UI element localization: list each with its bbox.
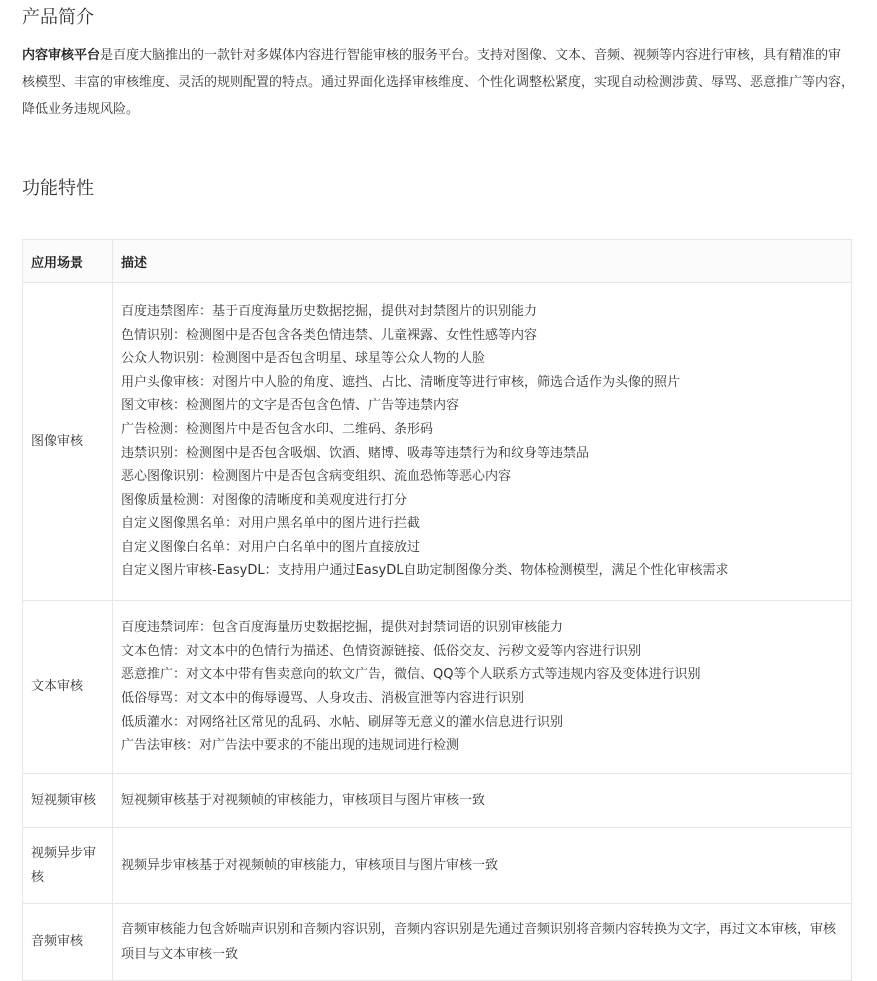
desc-line: 广告检测：检测图片中是否包含水印、二维码、条形码	[121, 421, 434, 437]
desc-text: 短视频审核基于对视频帧的审核能力，审核项目与图片审核一致	[121, 793, 486, 808]
desc-line: 自定义图像黑名单：对用户黑名单中的图片进行拦截	[121, 516, 421, 532]
desc-line: 低质灌水：对网络社区常见的乱码、水帖、刷屏等无意义的灌水信息进行识别	[121, 714, 564, 730]
desc-line: 文本色情：对文本中的色情行为描述、色情资源链接、低俗交友、污秽文爱等内容进行识别	[121, 643, 642, 659]
scene-text-review: 文本审核	[23, 601, 113, 774]
table-header-row	[23, 240, 852, 283]
table-row	[23, 904, 852, 981]
description-cell	[113, 904, 852, 981]
desc-line: 低俗辱骂：对文本中的侮辱谩骂、人身攻击、消极宣泄等内容进行识别	[121, 691, 525, 706]
table-row	[23, 774, 852, 828]
intro-product-name: 内容审核平台	[22, 48, 101, 63]
desc-line: 自定义图像白名单：对用户白名单中的图片直接放过	[121, 539, 421, 555]
desc-line: 图文审核：检测图片的文字是否包含色情、广告等违禁内容	[121, 398, 460, 414]
desc-line: 百度违禁词库：包含百度海量历史数据挖掘，提供对封禁词语的识别审核能力	[121, 620, 564, 636]
table-row	[23, 283, 852, 601]
description-cell	[113, 283, 852, 601]
intro-paragraph	[22, 42, 854, 123]
scene-audio-review: 音频审核	[23, 904, 113, 981]
desc-line: 恶心图像识别：检测图片中是否包含病变组织、流血恐怖等恶心内容	[121, 469, 512, 485]
intro-title: 产品简介	[22, 7, 94, 28]
table-row	[23, 601, 852, 774]
description-cell	[113, 601, 852, 774]
desc-line: 百度违禁图库：基于百度海量历史数据挖掘，提供对封禁图片的识别能力	[121, 303, 538, 319]
desc-line: 自定义图片审核-EasyDL：支持用户通过EasyDL自助定制图像分类、物体检测模型，满足个性化审核需求	[121, 563, 729, 579]
desc-line: 广告法审核：对广告法中要求的不能出现的违规词进行检测	[121, 738, 460, 754]
scene-short-video-review: 短视频审核	[23, 774, 113, 828]
desc-text: 音频审核能力包含娇喘声识别和音频内容识别，音频内容识别是先通过音频识别将音频内容转换为文字，再过文本审核，审核项目与文本审核一致	[121, 922, 837, 962]
desc-line: 公众人物识别：检测图中是否包含明星、球星等公众人物的人脸	[121, 351, 486, 367]
scene-image-review: 图像审核	[23, 283, 113, 601]
features-table	[22, 239, 852, 981]
intro-body: 是百度大脑推出的一款针对多媒体内容进行智能审核的服务平台。支持对图像、文本、音频、视频等内容进行审核，具有精准的审核模型、丰富的审核维度、灵活的规则配置的特点。通过界面化选择审核维度、个性化调整松紧度，实现自动检测涉黄、辱骂、恶意推广等内容，降低业务违规风险。	[22, 48, 855, 117]
scene-async-video-review: 视频异步审核	[23, 828, 113, 904]
header-description: 描述	[113, 240, 852, 283]
desc-line: 色情识别：检测图中是否包含各类色情违禁、儿童裸露、女性性感等内容	[121, 327, 538, 343]
desc-line: 用户头像审核：对图片中人脸的角度、遮挡、占比、清晰度等进行审核，筛选合适作为头像的照片	[121, 374, 681, 390]
header-scene: 应用场景	[23, 240, 113, 283]
desc-line: 图像质量检测：对图像的清晰度和美观度进行打分	[121, 492, 408, 508]
description-cell	[113, 774, 852, 828]
description-cell	[113, 828, 852, 904]
features-title: 功能特性	[22, 178, 94, 199]
desc-text: 视频异步审核基于对视频帧的审核能力，审核项目与图片审核一致	[121, 858, 499, 873]
desc-line: 违禁识别：检测图中是否包含吸烟、饮酒、赌博、吸毒等违禁行为和纹身等违禁品	[121, 445, 590, 461]
table-row	[23, 828, 852, 904]
desc-line: 恶意推广：对文本中带有售卖意向的软文广告，微信、QQ等个人联系方式等违规内容及变体进行识别	[121, 667, 701, 683]
